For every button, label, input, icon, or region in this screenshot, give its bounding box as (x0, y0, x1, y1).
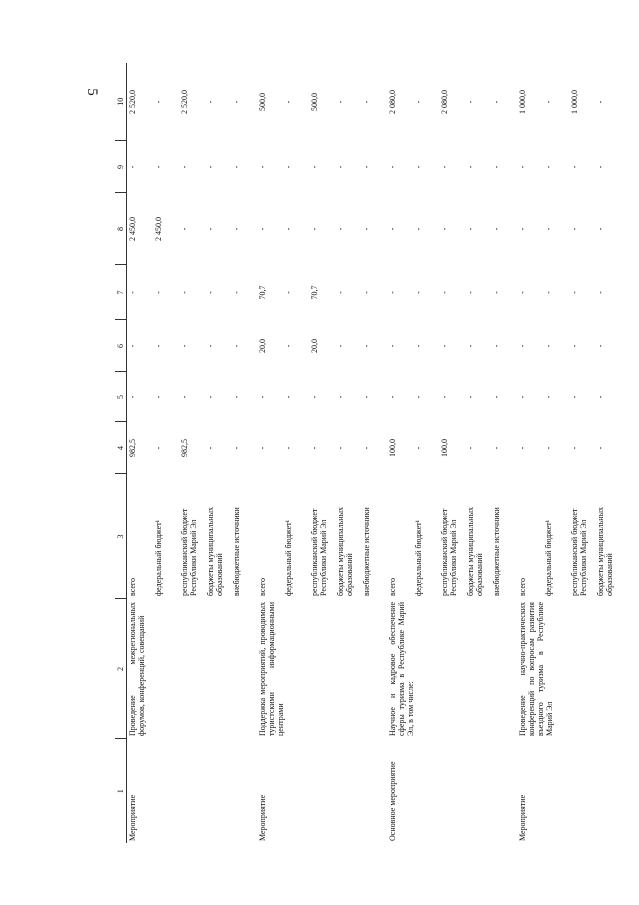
funding-value: - (492, 165, 501, 169)
funding-value: - (154, 291, 163, 294)
activity-type: Мероприятие (518, 794, 527, 841)
funding-value: - (544, 344, 553, 348)
funding-value: - (362, 446, 371, 450)
funding-value: - (544, 165, 553, 169)
funding-value: - (466, 165, 475, 169)
funding-source: внебюджетные источники (362, 507, 371, 596)
funding-source: федеральный бюджет¹ (154, 519, 163, 596)
funding-value: - (206, 344, 215, 348)
funding-source: внебюджетные источники (492, 507, 501, 596)
funding-value: - (128, 344, 137, 348)
funding-source: всего (128, 577, 137, 596)
funding-value: - (336, 446, 345, 450)
funding-value: - (414, 344, 423, 348)
funding-source: внебюджетные источники (232, 507, 241, 596)
funding-value: 100,0 (440, 439, 449, 457)
funding-value: - (258, 395, 267, 399)
funding-value: - (310, 165, 319, 169)
funding-source: бюджеты муниципальных образований (206, 507, 224, 596)
funding-value: - (284, 395, 293, 399)
funding-value: - (362, 344, 371, 348)
funding-value: - (154, 395, 163, 399)
column-header: 4 (115, 422, 127, 474)
funding-source: республиканский бюджет Республики Марий Эл (310, 508, 328, 596)
funding-value: - (492, 227, 501, 231)
funding-source: всего (258, 577, 267, 596)
funding-value: - (258, 227, 267, 231)
funding-value: - (440, 291, 449, 294)
funding-value: - (544, 291, 553, 294)
funding-value: 2 520,0 (128, 90, 137, 114)
activity-type: Основное мероприятие (388, 761, 397, 841)
funding-value: 2 080,0 (440, 90, 449, 114)
funding-value: - (518, 446, 527, 450)
funding-value: - (362, 291, 371, 294)
funding-value: - (206, 100, 215, 104)
funding-value: - (466, 100, 475, 104)
funding-value: - (492, 344, 501, 348)
funding-value: - (518, 395, 527, 399)
funding-value: - (544, 395, 553, 399)
funding-value: - (388, 344, 397, 348)
budget-table (115, 63, 621, 843)
funding-value: - (180, 165, 189, 169)
column-header: 7 (115, 265, 127, 320)
funding-value: - (336, 344, 345, 348)
funding-value: - (128, 291, 137, 294)
funding-value: - (284, 291, 293, 294)
funding-source: всего (388, 577, 397, 596)
funding-value: - (232, 344, 241, 348)
funding-value: - (414, 100, 423, 104)
funding-value: - (596, 344, 605, 348)
funding-value: - (232, 291, 241, 294)
funding-value: - (492, 446, 501, 450)
funding-value: - (414, 227, 423, 231)
funding-value: - (154, 446, 163, 450)
table-row (387, 63, 413, 843)
funding-value: - (362, 165, 371, 169)
column-header: 2 (115, 599, 127, 739)
funding-value: - (336, 395, 345, 399)
funding-value: 20,0 (258, 339, 267, 353)
funding-value: - (206, 227, 215, 231)
funding-value: - (570, 446, 579, 450)
funding-value: - (388, 165, 397, 169)
funding-value: - (414, 446, 423, 450)
funding-value: - (492, 395, 501, 399)
funding-value: - (206, 446, 215, 450)
funding-value: 100,0 (388, 439, 397, 457)
activity-type: Мероприятие (258, 794, 267, 841)
funding-value: - (466, 344, 475, 348)
funding-value: 20,0 (310, 339, 319, 353)
funding-value: 2 080,0 (388, 90, 397, 114)
activity-title: Научное и кадровое обеспечение сферы туризма в Республике Марий Эл, в том числе: (388, 602, 415, 736)
funding-source: федеральный бюджет¹ (544, 519, 553, 596)
column-header: 10 (115, 63, 127, 141)
column-header: 1 (115, 739, 127, 843)
funding-value: 982,5 (180, 439, 189, 457)
funding-value: - (128, 165, 137, 169)
column-header: 3 (115, 474, 127, 599)
funding-value: - (596, 446, 605, 450)
funding-value: - (466, 291, 475, 294)
funding-source: бюджеты муниципальных образований (596, 507, 614, 596)
funding-value: 982,5 (128, 439, 137, 457)
funding-value: - (154, 344, 163, 348)
table-header-row (115, 63, 127, 843)
funding-value: - (596, 291, 605, 294)
page-number: 5 (84, 88, 101, 96)
funding-value: - (544, 100, 553, 104)
funding-value: - (258, 165, 267, 169)
funding-value: - (232, 165, 241, 169)
funding-value: - (440, 395, 449, 399)
activity-title: Проведение научно-практических конференций по вопросам развития въездного туризма в Республике Марий Эл (518, 602, 554, 736)
funding-value: - (414, 165, 423, 169)
funding-value: - (310, 227, 319, 231)
funding-value: - (518, 227, 527, 231)
funding-value: 2 520,0 (180, 90, 189, 114)
funding-value: - (310, 395, 319, 399)
activity-title: Поддержка мероприятий, проводимых туристскими информационными центрами (258, 602, 285, 736)
funding-value: - (570, 344, 579, 348)
funding-value: - (414, 395, 423, 399)
funding-value: - (596, 165, 605, 169)
column-header: 8 (115, 193, 127, 265)
funding-source: республиканский бюджет Республики Марий Эл (440, 508, 458, 596)
funding-value: - (336, 165, 345, 169)
funding-value: - (570, 227, 579, 231)
funding-value: - (336, 291, 345, 294)
column-header: 5 (115, 372, 127, 422)
funding-value: - (258, 446, 267, 450)
funding-value: - (518, 165, 527, 169)
funding-value: 70,7 (310, 285, 319, 300)
funding-value: - (284, 344, 293, 348)
funding-value: 500,0 (258, 93, 267, 111)
funding-value: - (362, 395, 371, 399)
funding-value: - (570, 165, 579, 169)
activity-type: Мероприятие (128, 794, 137, 841)
funding-value: - (206, 395, 215, 399)
funding-value: - (466, 446, 475, 450)
table-row (517, 63, 543, 843)
funding-value: - (180, 395, 189, 399)
funding-value: - (388, 291, 397, 294)
funding-source: бюджеты муниципальных образований (466, 507, 484, 596)
table-body (127, 63, 622, 843)
funding-value: - (492, 291, 501, 294)
funding-value: - (284, 446, 293, 450)
table-row (257, 63, 283, 843)
funding-value: 500,0 (310, 93, 319, 111)
funding-value: - (154, 100, 163, 104)
funding-value: - (232, 100, 241, 104)
funding-source: республиканский бюджет Республики Марий Эл (570, 508, 588, 596)
funding-value: - (544, 227, 553, 231)
funding-value: - (440, 227, 449, 231)
funding-value: - (466, 227, 475, 231)
funding-value: - (232, 227, 241, 231)
funding-value: - (596, 100, 605, 104)
funding-value: - (362, 100, 371, 104)
funding-value: - (180, 227, 189, 231)
funding-value: - (180, 344, 189, 348)
funding-value: - (362, 227, 371, 231)
funding-value: 2 450,0 (128, 217, 137, 241)
funding-value: - (232, 446, 241, 450)
funding-value: - (180, 291, 189, 294)
funding-value: - (206, 291, 215, 294)
funding-value: - (466, 395, 475, 399)
activity-title: Проведение межрегиональных форумов, конференций, совещаний (128, 602, 146, 736)
funding-value: - (206, 165, 215, 169)
funding-value: - (570, 291, 579, 294)
funding-value: - (518, 344, 527, 348)
funding-value: - (336, 227, 345, 231)
funding-source: федеральный бюджет¹ (414, 519, 423, 596)
funding-value: - (388, 227, 397, 231)
funding-value: - (544, 446, 553, 450)
funding-value: 2 450,0 (154, 217, 163, 241)
funding-value: - (232, 395, 241, 399)
funding-value: - (284, 227, 293, 231)
funding-value: - (440, 165, 449, 169)
funding-value: 70,7 (258, 285, 267, 300)
funding-value: - (596, 227, 605, 231)
funding-value: - (596, 395, 605, 399)
funding-source: республиканский бюджет Республики Марий Эл (180, 508, 198, 596)
table-row (127, 63, 154, 843)
funding-value: - (284, 165, 293, 169)
column-header: 6 (115, 320, 127, 372)
funding-source: бюджеты муниципальных образований (336, 507, 354, 596)
funding-source: всего (518, 577, 527, 596)
funding-value: - (440, 344, 449, 348)
column-header: 9 (115, 141, 127, 193)
funding-value: - (284, 100, 293, 104)
budget-table-sheet (115, 63, 639, 843)
funding-value: - (128, 395, 137, 399)
funding-value: - (310, 446, 319, 450)
funding-value: 1 000,0 (570, 90, 579, 114)
funding-value: - (414, 291, 423, 294)
funding-value: - (336, 100, 345, 104)
funding-value: - (492, 100, 501, 104)
funding-value: - (388, 395, 397, 399)
funding-value: 1 000,0 (518, 90, 527, 114)
funding-value: - (154, 165, 163, 169)
funding-value: - (518, 291, 527, 294)
funding-source: федеральный бюджет¹ (284, 519, 293, 596)
funding-value: - (570, 395, 579, 399)
